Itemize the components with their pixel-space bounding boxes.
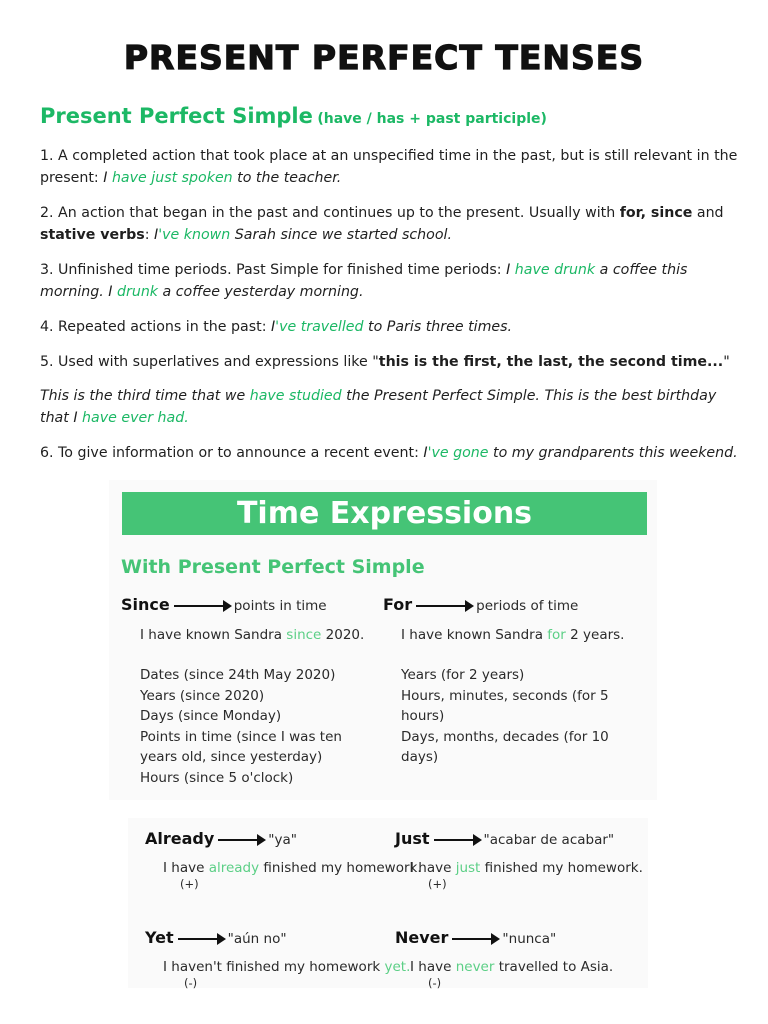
rule-4-text: 4. Repeated actions in the past: [40,319,271,335]
rule-3-text: 3. Unfinished time periods. Past Simple for finished time periods: [40,262,507,278]
just-example-start: I have [410,860,456,876]
rule-2-text: 2. An action that began in the past and continues up to the present. Usually with [40,205,620,221]
rule-4-example-start: I [270,319,276,335]
since-list [140,665,342,788]
never-example-start: I have [410,959,456,975]
since-example-end: 2020. [321,627,365,643]
rule-5-example [40,385,740,429]
never-example [410,959,613,975]
rule-1 [40,145,740,189]
yet-example-keyword: yet. [384,959,411,975]
for-keyword: For [383,595,413,614]
list-item: Points in time (since I was ten [140,728,342,745]
rule-5-quote-end: " [723,354,730,370]
since-example-start: I have known Sandra [140,627,287,643]
since-header [121,595,327,615]
rule-5-example-verb: have studied [249,388,342,404]
section-formula: (have / has + past participle) [317,111,547,127]
just-header [395,829,614,849]
never-meaning: "nunca" [502,931,557,947]
already-example-end: finished my homework. [259,860,422,876]
arrow-right-icon [452,938,498,940]
rule-6 [40,442,740,464]
rule-6-text: 6. To give information or to announce a recent event: [40,445,424,461]
list-item: Years (since 2020) [140,687,265,704]
rule-3-example-middle: a coffee this morning. I [40,262,688,300]
page-title: PRESENT PERFECT TENSES [123,38,645,77]
rule-4-example-verb: 've travelled [275,319,364,335]
rule-5 [40,351,740,373]
list-item: days) [401,749,439,765]
for-list [401,665,609,768]
for-example-keyword: for [547,627,566,643]
time-expressions-subtitle: With Present Perfect Simple [121,556,425,578]
rule-2-keyword-for-since: for, since [619,205,693,221]
rule-5-example-a: This is the third time that we [40,388,250,404]
rule-1-example-end: to the teacher. [232,170,342,186]
never-example-end: travelled to Asia. [494,959,614,975]
for-example-start: I have known Sandra [401,627,548,643]
already-sign: (+) [180,877,199,891]
since-meaning: points in time [233,598,327,614]
rule-6-example-end: to my grandparents this weekend. [488,445,738,461]
rule-2-example-verb: 've known [158,227,231,243]
yet-meaning: "aún no" [227,931,287,947]
since-keyword: Since [121,595,170,614]
list-item: Hours, minutes, seconds (for 5 [401,687,609,704]
rule-2 [40,202,740,246]
never-example-keyword: never [455,959,495,975]
arrow-right-icon [434,839,480,841]
already-example [163,860,422,876]
yet-sign: (-) [184,976,198,990]
just-meaning: "acabar de acabar" [483,832,615,848]
rule-6-example-start: I [423,445,428,461]
just-example-end: finished my homework. [480,860,643,876]
yet-example [163,959,410,975]
section-title: Present Perfect Simple [40,104,313,128]
section-heading [40,104,547,128]
already-keyword: Already [145,829,215,848]
list-item: Dates (since 24th May 2020) [140,667,336,683]
rule-2-keyword-stative: stative verbs [40,227,145,243]
rule-2-example-end: Sarah since we started school. [230,227,452,243]
arrow-right-icon [218,839,264,841]
rule-3 [40,259,740,303]
rule-5-text: 5. Used with superlatives and expressions like " [40,354,379,370]
rule-1-example-verb: have just spoken [111,170,233,186]
already-example-start: I have [163,860,209,876]
rule-3-example-start: I [506,262,515,278]
list-item: hours) [401,708,445,724]
rule-2-and: and [692,205,724,221]
list-item: Years (for 2 years) [401,667,525,683]
time-expressions-banner: Time Expressions [122,492,647,535]
rule-6-example-verb: 've gone [427,445,489,461]
since-example-keyword: since [286,627,322,643]
for-example [401,627,624,643]
list-item: Days, months, decades (for 10 [401,728,609,745]
yet-keyword: Yet [145,928,174,947]
just-sign: (+) [428,877,447,891]
for-example-end: 2 years. [565,627,625,643]
list-item: Days (since Monday) [140,708,282,724]
rule-4 [40,316,740,338]
rule-2-example-start: I [154,227,159,243]
arrow-right-icon [174,605,230,607]
rule-5-example-verb-2: have ever had. [82,410,189,426]
rule-1-example-start: I [103,170,112,186]
just-keyword: Just [395,829,430,848]
since-example [140,627,364,643]
rule-5-example-b: the Present Perfect Simple. This is the best birthday that I [40,388,717,426]
rule-3-example-end: a coffee yesterday morning. [158,284,364,300]
never-header [395,928,556,948]
rule-5-keyword: this is the first, the last, the second time... [378,354,724,370]
rule-2-colon: : [144,227,155,243]
arrow-right-icon [416,605,472,607]
yet-example-start: I haven't finished my homework [163,959,385,975]
rule-1-text: 1. A completed action that took place at an unspecified time in the past, but is still relevant in the present: [40,148,738,186]
just-example-keyword: just [455,860,481,876]
rule-3-example-verb-2: drunk [116,284,159,300]
list-item: years old, since yesterday) [140,749,323,765]
rule-4-example-end: to Paris three times. [363,319,513,335]
for-meaning: periods of time [476,598,579,614]
for-header [383,595,578,615]
rule-3-example-verb: have drunk [514,262,596,278]
already-example-keyword: already [208,860,260,876]
list-item: Hours (since 5 o'clock) [140,769,294,786]
never-sign: (-) [428,976,442,990]
already-header [145,829,297,849]
never-keyword: Never [395,928,449,947]
just-example [410,860,643,876]
already-meaning: "ya" [268,832,297,848]
yet-header [145,928,287,948]
arrow-right-icon [178,938,224,940]
